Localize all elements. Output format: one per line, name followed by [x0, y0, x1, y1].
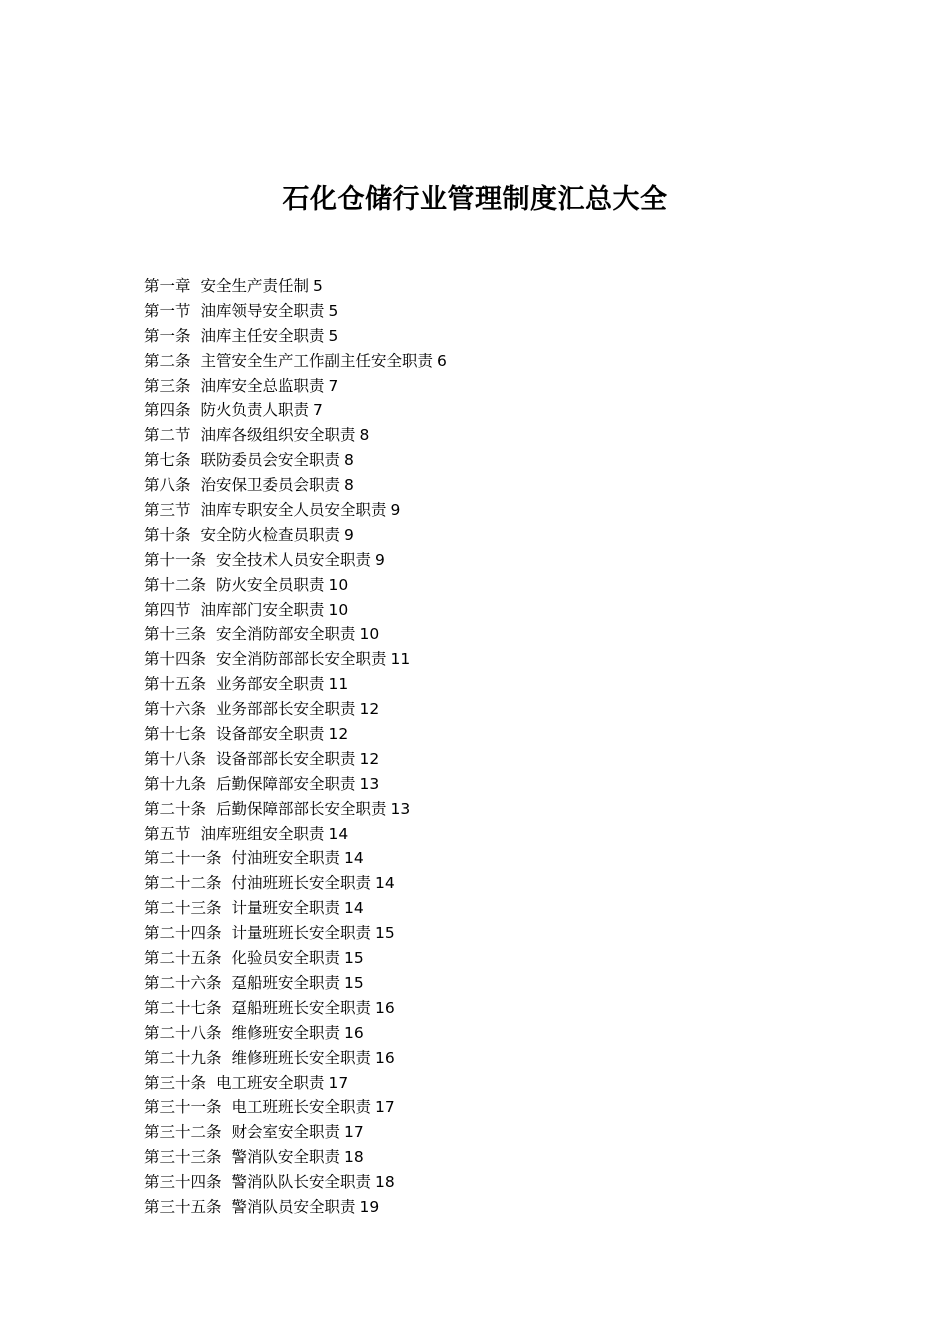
toc-entry-page-number: 14 [375, 874, 395, 893]
table-of-contents [144, 274, 447, 1220]
toc-entry-page-number: 7 [328, 376, 339, 395]
toc-entry-title: 后勤保障部安全职责 [216, 774, 356, 793]
toc-entry [144, 797, 447, 822]
toc-entry-title: 防火负责人职责 [200, 401, 310, 420]
toc-entry-page-number: 6 [437, 351, 447, 370]
toc-entry-title: 油库各级组织安全职责 [200, 426, 356, 445]
toc-entry-label: 第十四条 [144, 650, 207, 669]
toc-entry-page-number: 19 [359, 1197, 380, 1216]
toc-entry-label: 第十五条 [144, 675, 207, 694]
toc-entry [144, 946, 447, 971]
toc-entry-label: 第五节 [144, 824, 191, 843]
toc-entry [144, 672, 447, 697]
toc-entry-page-number: 9 [344, 525, 354, 544]
toc-entry-title: 油库安全总监职责 [200, 376, 325, 395]
toc-entry-page-number: 15 [344, 949, 364, 968]
toc-entry-title: 治安保卫委员会职责 [200, 476, 341, 495]
toc-entry-label: 第八条 [144, 476, 191, 495]
toc-entry [144, 1120, 447, 1145]
toc-entry [144, 921, 447, 946]
toc-entry-label: 第十一条 [144, 550, 207, 569]
toc-entry-title: 油库专职安全人员安全职责 [200, 501, 387, 520]
toc-entry-label: 第四节 [144, 600, 191, 619]
toc-entry-label: 第三十四条 [144, 1173, 222, 1192]
toc-entry-title: 电工班安全职责 [216, 1073, 325, 1092]
toc-entry [144, 548, 447, 573]
toc-entry [144, 622, 447, 647]
toc-entry-label: 第十九条 [144, 774, 207, 793]
toc-entry-label: 第十七条 [144, 725, 207, 744]
toc-entry-label: 第七条 [144, 451, 191, 470]
toc-entry-label: 第三十一条 [144, 1098, 222, 1117]
toc-entry-title: 业务部安全职责 [216, 675, 325, 694]
toc-entry-label: 第十六条 [144, 700, 207, 719]
toc-entry-title: 付油班班长安全职责 [231, 874, 372, 893]
toc-entry-page-number: 18 [375, 1173, 395, 1192]
toc-entry [144, 871, 447, 896]
toc-entry [144, 747, 447, 772]
toc-entry-label: 第十八条 [144, 749, 207, 768]
toc-entry-title: 安全技术人员安全职责 [216, 550, 372, 569]
toc-entry-page-number: 8 [359, 426, 370, 445]
toc-entry [144, 647, 447, 672]
toc-entry [144, 299, 447, 324]
toc-entry-title: 维修班班长安全职责 [231, 1048, 372, 1067]
toc-entry-title: 油库主任安全职责 [200, 326, 325, 345]
toc-entry-title: 付油班安全职责 [231, 849, 341, 868]
toc-entry-page-number: 15 [375, 924, 395, 943]
toc-entry-page-number: 10 [359, 625, 380, 644]
toc-entry-title: 安全防火检查员职责 [200, 525, 341, 544]
toc-entry-label: 第四条 [144, 401, 191, 420]
toc-entry-title: 后勤保障部部长安全职责 [216, 799, 387, 818]
toc-entry-page-number: 17 [344, 1123, 364, 1142]
toc-entry-label: 第二十六条 [144, 973, 222, 992]
toc-entry-page-number: 16 [344, 1023, 364, 1042]
toc-entry-page-number: 8 [344, 451, 354, 470]
toc-entry-label: 第十二条 [144, 575, 207, 594]
toc-entry-page-number: 16 [375, 1048, 395, 1067]
toc-entry [144, 1095, 447, 1120]
toc-entry [144, 523, 447, 548]
toc-entry-page-number: 8 [344, 476, 354, 495]
toc-entry-title: 联防委员会安全职责 [200, 451, 341, 470]
toc-entry [144, 498, 447, 523]
toc-entry-label: 第二十四条 [144, 924, 222, 943]
toc-entry-page-number: 12 [359, 749, 380, 768]
toc-entry-page-number: 14 [344, 849, 364, 868]
toc-entry [144, 772, 447, 797]
toc-entry-title: 主管安全生产工作副主任安全职责 [200, 351, 434, 370]
toc-entry-page-number: 12 [359, 700, 380, 719]
toc-entry-page-number: 7 [313, 401, 323, 420]
toc-entry [144, 896, 447, 921]
toc-entry [144, 722, 447, 747]
toc-entry-title: 防火安全员职责 [216, 575, 325, 594]
toc-entry-title: 安全生产责任制 [200, 277, 310, 295]
toc-entry-title: 设备部安全职责 [216, 725, 325, 744]
toc-entry [144, 598, 447, 623]
toc-entry-label: 第二十条 [144, 799, 207, 818]
toc-entry-title: 电工班班长安全职责 [231, 1098, 372, 1117]
toc-entry [144, 1170, 447, 1195]
toc-entry [144, 1071, 447, 1096]
toc-entry-label: 第二条 [144, 351, 191, 370]
toc-entry-title: 设备部部长安全职责 [216, 749, 356, 768]
toc-entry-label: 第三十二条 [144, 1123, 222, 1142]
toc-entry-label: 第一节 [144, 301, 191, 320]
toc-entry [144, 374, 447, 399]
toc-entry-page-number: 13 [390, 799, 411, 818]
toc-entry-title: 警消队安全职责 [231, 1148, 341, 1167]
toc-entry-label: 第二十八条 [144, 1023, 222, 1042]
toc-entry-title: 计量班安全职责 [231, 899, 341, 918]
toc-entry-page-number: 11 [328, 675, 349, 694]
toc-entry [144, 971, 447, 996]
toc-entry-label: 第三十条 [144, 1073, 207, 1092]
toc-entry [144, 398, 447, 423]
toc-entry [144, 697, 447, 722]
toc-entry-page-number: 14 [344, 899, 364, 918]
toc-entry-title: 化验员安全职责 [231, 949, 341, 968]
toc-entry-title: 趸船班安全职责 [231, 973, 341, 992]
toc-entry [144, 473, 447, 498]
toc-entry-page-number: 10 [328, 575, 349, 594]
toc-entry-page-number: 17 [375, 1098, 395, 1117]
toc-entry-label: 第三十三条 [144, 1148, 222, 1167]
document-title: 石化仓储行业管理制度汇总大全 [282, 184, 668, 215]
toc-entry-page-number: 5 [313, 277, 323, 295]
toc-entry-label: 第二十九条 [144, 1048, 222, 1067]
toc-entry-title: 安全消防部安全职责 [216, 625, 356, 644]
toc-entry-label: 第二十七条 [144, 998, 222, 1017]
toc-entry-page-number: 16 [375, 998, 395, 1017]
toc-entry-title: 警消队员安全职责 [231, 1197, 356, 1216]
toc-entry-page-number: 15 [344, 973, 364, 992]
toc-entry-page-number: 5 [328, 326, 339, 345]
toc-entry [144, 1195, 447, 1220]
toc-entry [144, 349, 447, 374]
toc-entry-label: 第一条 [144, 326, 191, 345]
toc-entry-page-number: 12 [328, 725, 349, 744]
toc-entry-page-number: 11 [390, 650, 411, 669]
toc-entry [144, 1021, 447, 1046]
toc-entry-title: 油库班组安全职责 [200, 824, 325, 843]
toc-entry-label: 第一章 [144, 277, 191, 295]
toc-entry [144, 822, 447, 847]
toc-entry-page-number: 17 [328, 1073, 349, 1092]
toc-entry-title: 维修班安全职责 [231, 1023, 341, 1042]
toc-entry-label: 第三节 [144, 501, 191, 520]
toc-entry-label: 第二十三条 [144, 899, 222, 918]
toc-entry-label: 第十条 [144, 525, 191, 544]
toc-entry-page-number: 9 [390, 501, 401, 520]
toc-entry-label: 第三十五条 [144, 1197, 222, 1216]
toc-entry-title: 财会室安全职责 [231, 1123, 341, 1142]
toc-entry-label: 第二十五条 [144, 949, 222, 968]
toc-entry-title: 油库领导安全职责 [200, 301, 325, 320]
toc-entry [144, 274, 447, 299]
toc-entry [144, 423, 447, 448]
toc-entry-page-number: 14 [328, 824, 349, 843]
toc-entry [144, 846, 447, 871]
toc-entry [144, 1145, 447, 1170]
toc-entry [144, 996, 447, 1021]
toc-entry-page-number: 10 [328, 600, 349, 619]
toc-entry-title: 计量班班长安全职责 [231, 924, 372, 943]
toc-entry-title: 业务部部长安全职责 [216, 700, 356, 719]
toc-entry-page-number: 9 [375, 550, 385, 569]
toc-entry-label: 第十三条 [144, 625, 207, 644]
toc-entry-label: 第二十一条 [144, 849, 222, 868]
toc-entry-title: 警消队队长安全职责 [231, 1173, 372, 1192]
toc-entry-title: 趸船班班长安全职责 [231, 998, 372, 1017]
toc-entry-page-number: 18 [344, 1148, 364, 1167]
toc-entry [144, 448, 447, 473]
toc-entry [144, 573, 447, 598]
toc-entry-label: 第三条 [144, 376, 191, 395]
toc-entry-page-number: 13 [359, 774, 380, 793]
toc-entry [144, 324, 447, 349]
toc-entry-page-number: 5 [328, 301, 339, 320]
toc-entry-label: 第二十二条 [144, 874, 222, 893]
toc-entry-label: 第二节 [144, 426, 191, 445]
toc-entry-title: 油库部门安全职责 [200, 600, 325, 619]
toc-entry-title: 安全消防部部长安全职责 [216, 650, 387, 669]
toc-entry [144, 1046, 447, 1071]
